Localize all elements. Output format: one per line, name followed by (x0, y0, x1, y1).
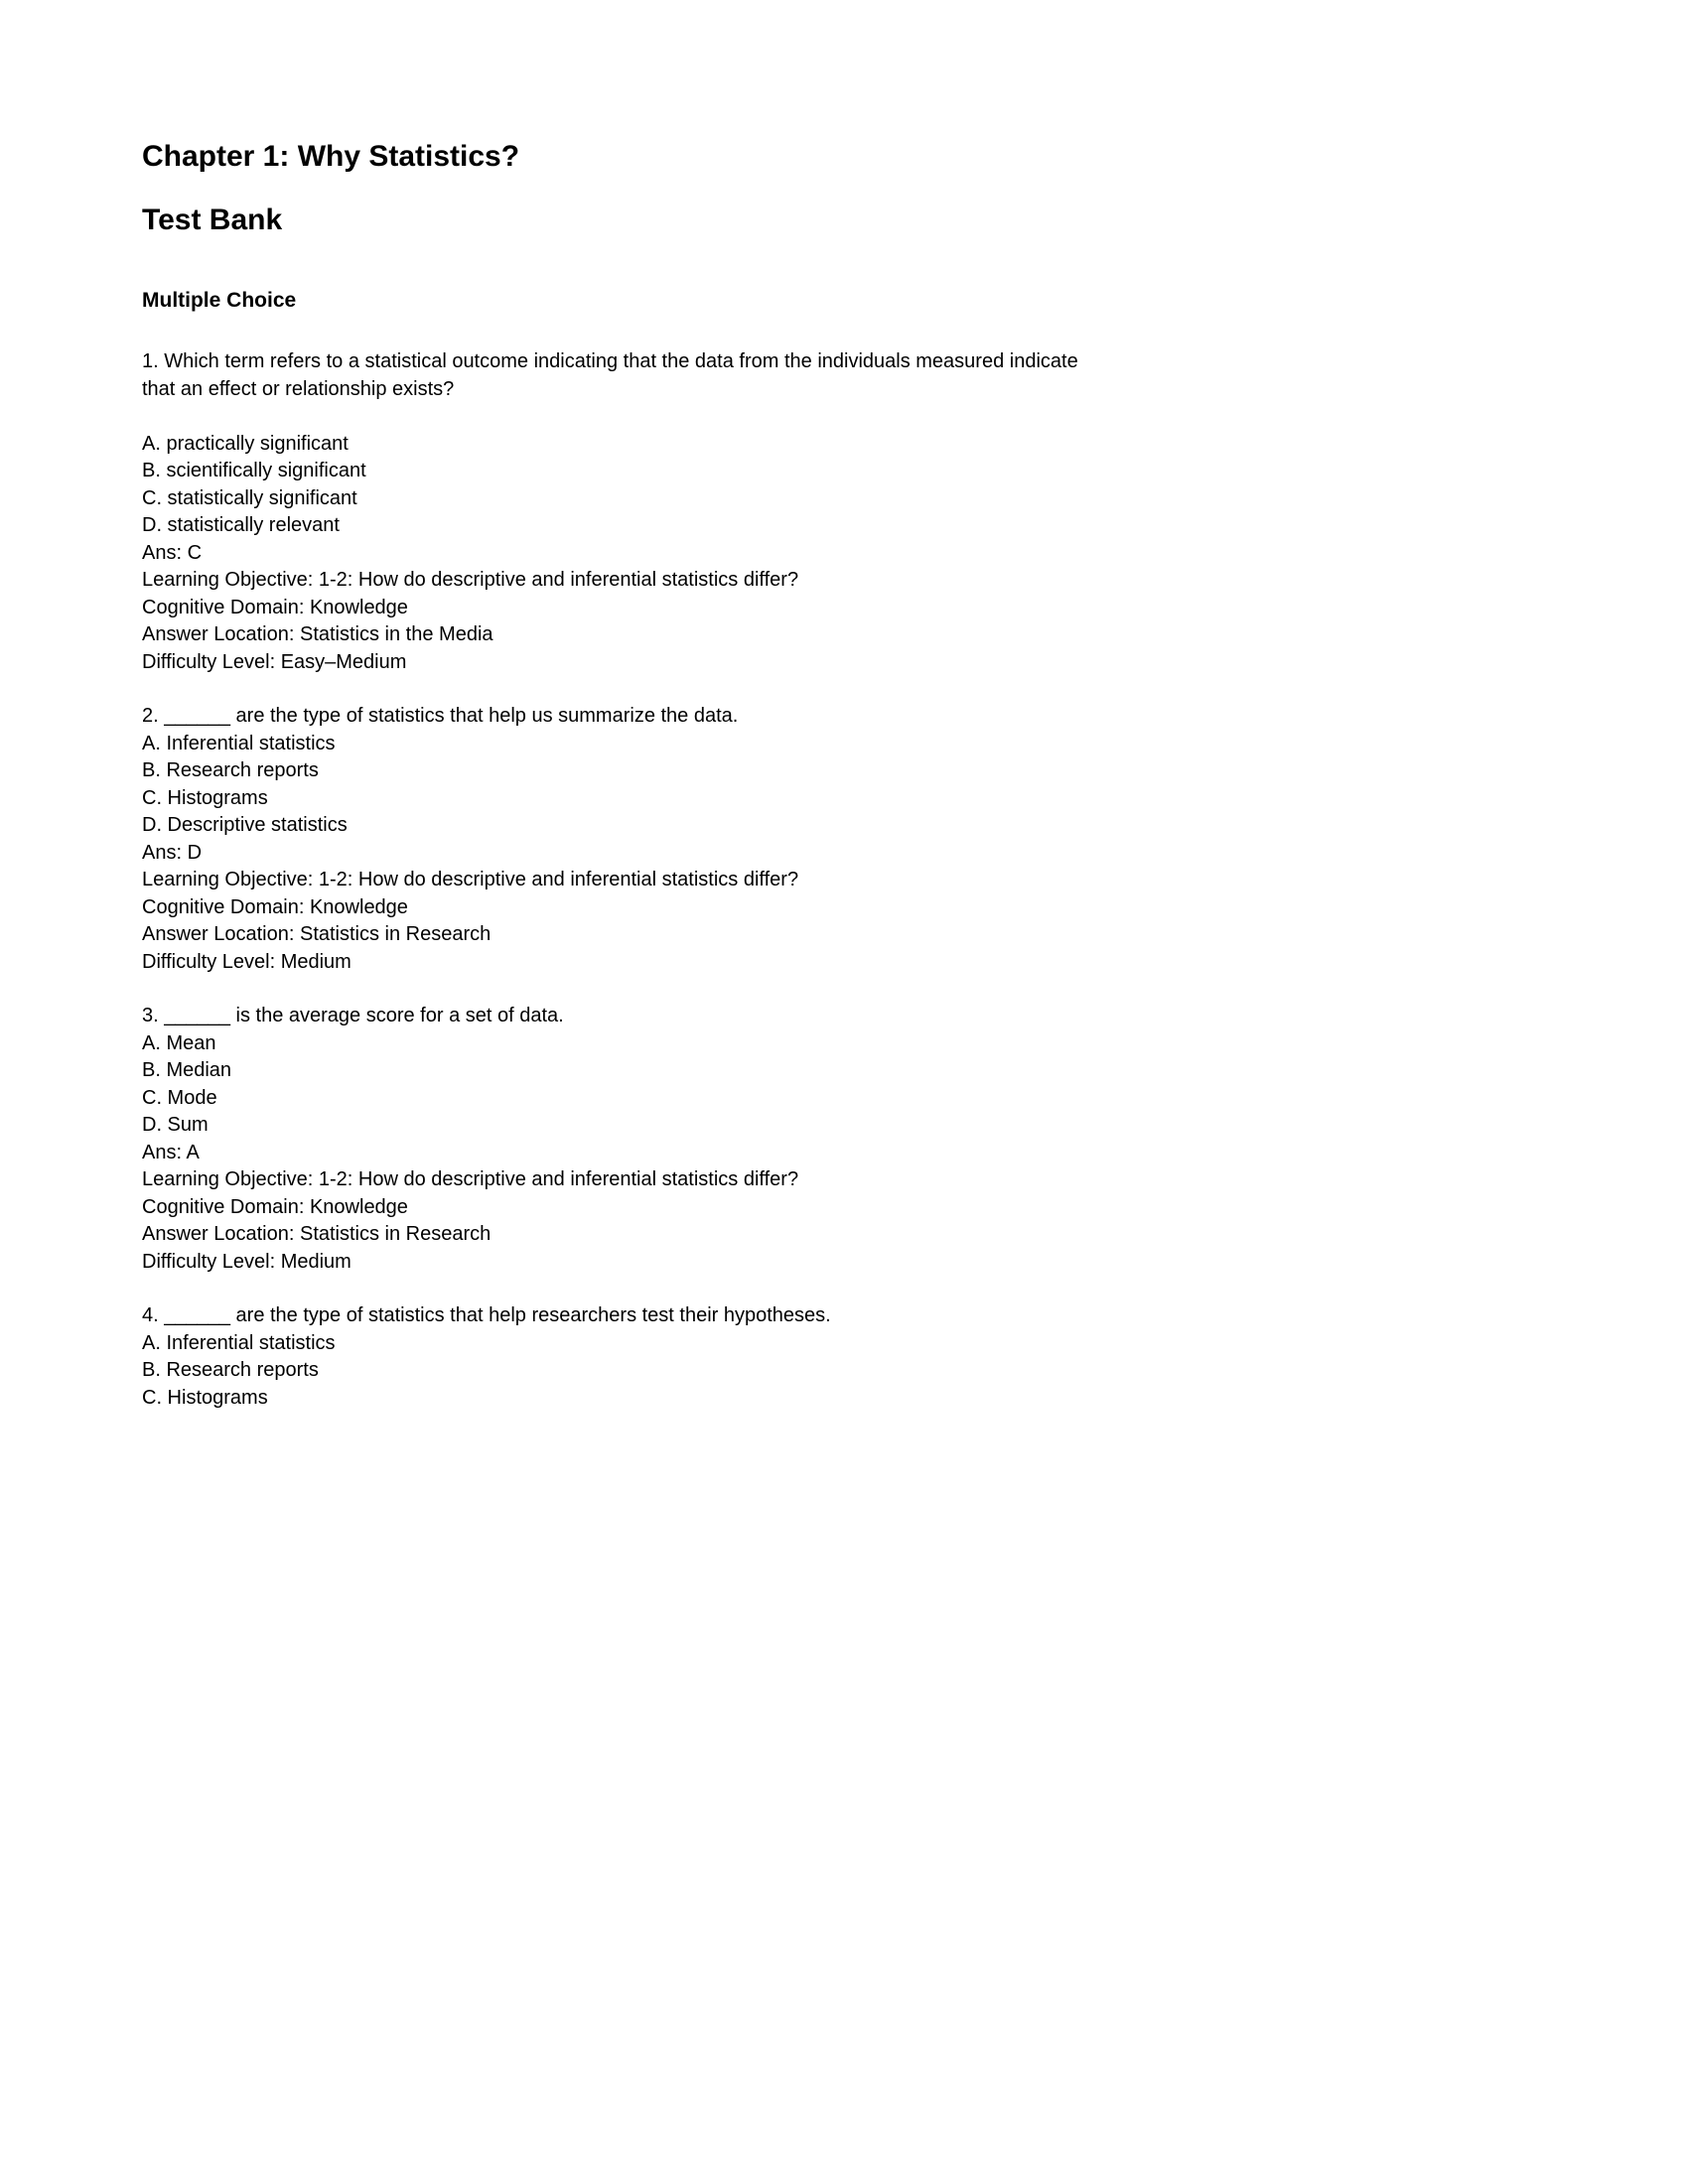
option-line: C. Mode (142, 1086, 217, 1109)
question-block (142, 348, 1095, 676)
answer-location-line: Answer Location: Statistics in the Media (142, 623, 493, 645)
question-prompt: 1. Which term refers to a statistical outcome indicating that the data from the individuals measured indicate that an effect or relationship exists? (142, 350, 1078, 400)
question-prompt: 3. ______ is the average score for a set of data. (142, 1005, 564, 1026)
question-block (142, 1003, 1095, 1276)
answer-line: Ans: A (142, 1141, 200, 1163)
option-line: B. Median (142, 1059, 232, 1081)
section-heading: Multiple Choice (142, 289, 297, 312)
option-line: A. Mean (142, 1031, 216, 1054)
answer-line: Ans: C (142, 541, 203, 564)
cognitive-domain-line: Cognitive Domain: Knowledge (142, 1195, 408, 1218)
option-line: B. Research reports (142, 759, 319, 781)
question-options (142, 431, 1095, 540)
question-prompt: 2. ______ are the type of statistics that help us summarize the data. (142, 705, 739, 727)
learning-objective-line: Learning Objective: 1-2: How do descriptive and inferential statistics differ? (142, 569, 799, 591)
option-line: C. statistically significant (142, 486, 357, 509)
question-options (142, 731, 1095, 840)
difficulty-line: Difficulty Level: Easy–Medium (142, 650, 407, 673)
question-prompt: 4. ______ are the type of statistics that help researchers test their hypotheses. (142, 1304, 831, 1326)
option-line: A. Inferential statistics (142, 732, 336, 754)
option-line: B. Research reports (142, 1359, 319, 1381)
option-line: D. Sum (142, 1114, 209, 1136)
answer-location-line: Answer Location: Statistics in Research (142, 1223, 492, 1245)
difficulty-line: Difficulty Level: Medium (142, 1250, 352, 1273)
option-line: D. Descriptive statistics (142, 814, 348, 836)
option-line: D. statistically relevant (142, 514, 340, 536)
question-block (142, 1302, 1095, 1412)
option-line: C. Histograms (142, 1386, 268, 1409)
question-options (142, 1330, 1095, 1413)
option-line: A. practically significant (142, 432, 349, 455)
cognitive-domain-line: Cognitive Domain: Knowledge (142, 596, 408, 618)
document-content (142, 139, 1095, 1412)
question-options (142, 1030, 1095, 1140)
difficulty-line: Difficulty Level: Medium (142, 950, 352, 973)
answer-location-line: Answer Location: Statistics in Research (142, 923, 492, 945)
document-page (0, 0, 1095, 1412)
learning-objective-line: Learning Objective: 1-2: How do descriptive and inferential statistics differ? (142, 869, 799, 890)
option-line: A. Inferential statistics (142, 1331, 336, 1354)
question-block (142, 703, 1095, 976)
answer-line: Ans: D (142, 841, 203, 864)
option-line: C. Histograms (142, 786, 268, 809)
learning-objective-line: Learning Objective: 1-2: How do descriptive and inferential statistics differ? (142, 1168, 799, 1190)
chapter-title: Chapter 1: Why Statistics? (142, 140, 520, 173)
cognitive-domain-line: Cognitive Domain: Knowledge (142, 895, 408, 918)
document-subtitle: Test Bank (142, 204, 283, 236)
option-line: B. scientifically significant (142, 460, 366, 481)
